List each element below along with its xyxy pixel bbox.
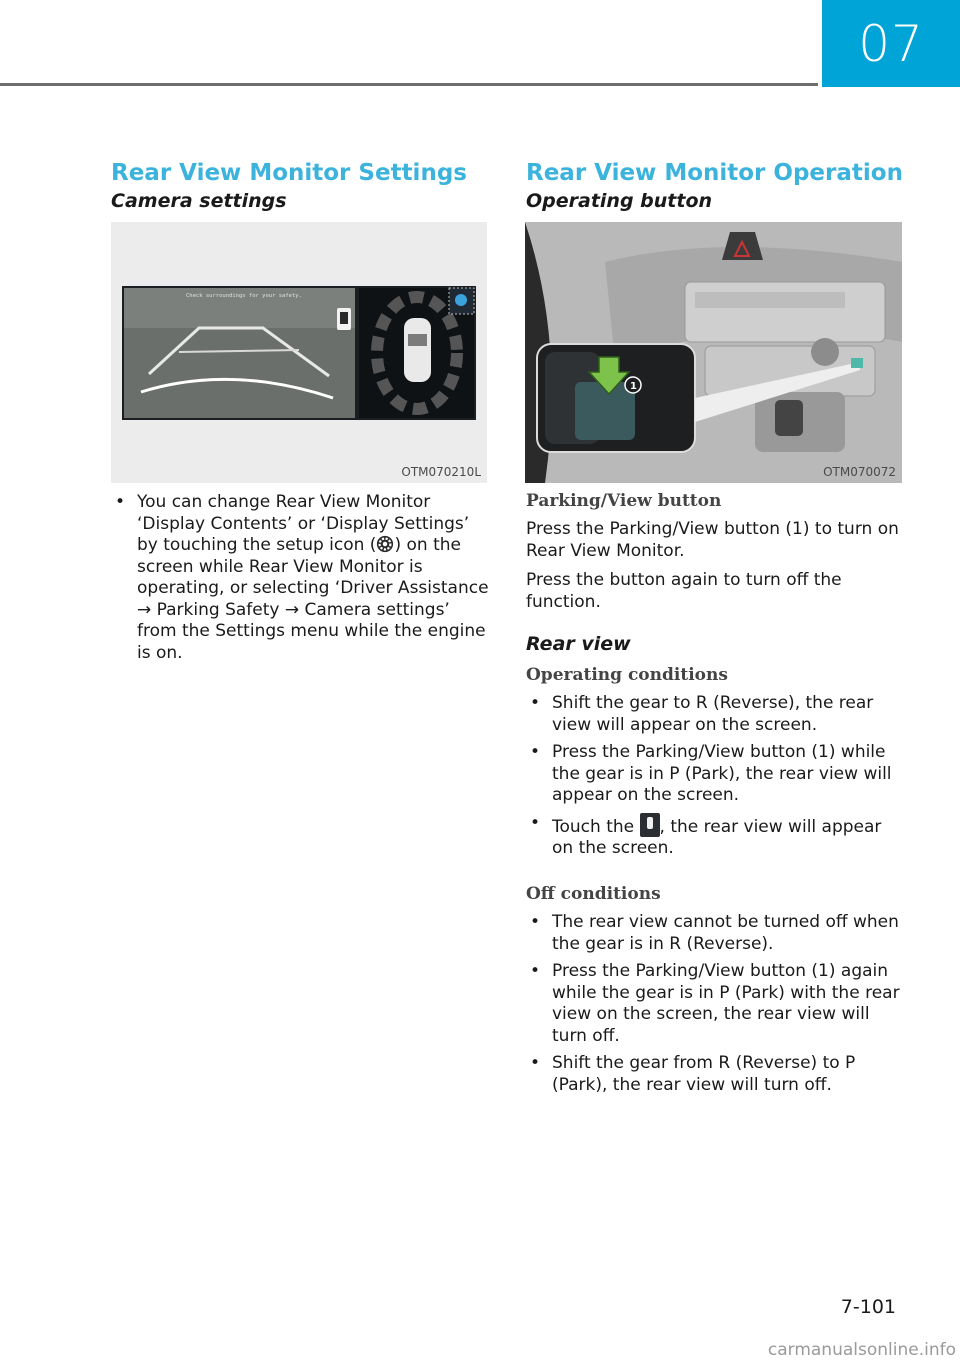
callout-number: 1 (630, 381, 637, 392)
parking-view-heading: Parking/View button (526, 491, 722, 511)
figure-code: OTM070072 (823, 465, 896, 479)
parking-view-para-1: Press the Parking/View button (1) to turn on Rear View Monitor. (526, 519, 899, 561)
sub-title-operating-button: Operating button (526, 190, 713, 212)
settings-bullet-list (111, 492, 491, 670)
operating-button-figure (525, 222, 902, 483)
figure-code: OTM070210L (401, 465, 481, 479)
section-title-settings: Rear View Monitor Settings (111, 160, 467, 186)
list-item: • Shift the gear from R (Reverse) to P (Park), the rear view will turn off. (526, 1053, 906, 1096)
off-conditions-list (526, 912, 906, 1102)
list-item: • Shift the gear to R (Reverse), the rear view will appear on the screen. (526, 693, 906, 736)
list-item: • Touch the , the rear view will appear on the screen. (526, 813, 906, 860)
rear-view-screen-illustration (111, 222, 487, 483)
gear-icon (376, 535, 394, 553)
watermark: carmanualsonline.info (767, 1340, 956, 1360)
list-item: • Press the Parking/View button (1) while the gear is in P (Park), the rear view will appear on the screen. (526, 742, 906, 807)
operating-conditions-heading: Operating conditions (526, 665, 728, 685)
list-item: • The rear view cannot be turned off when the gear is in R (Reverse). (526, 912, 906, 955)
section-title-operation: Rear View Monitor Operation (526, 160, 903, 186)
header-rule (0, 83, 818, 86)
operating-conditions-list (526, 693, 906, 866)
sub-title-camera-settings: Camera settings (111, 190, 287, 212)
parking-view-para-2: Press the button again to turn off the function. (526, 570, 842, 612)
camera-view-icon (640, 813, 660, 837)
chapter-number: 07 (858, 14, 924, 73)
list-item: • Press the Parking/View button (1) again while the gear is in P (Park) with the rear view on the screen, the rear view will turn off. (526, 961, 906, 1047)
page-number: 7-101 (840, 1296, 896, 1318)
camera-settings-figure (111, 222, 487, 483)
off-conditions-heading: Off conditions (526, 884, 661, 904)
chapter-tab (822, 0, 960, 87)
list-item: • You can change Rear View Monitor ‘Display Contents’ or ‘Display Settings’ by touching the setup icon ( ) on the screen while Rear View Monitor is operating, or selecting ‘Driver Assistance → Parking Safety → Camera settings’ from the Settings menu while the engine is on. (111, 492, 491, 664)
sub-title-rear-view: Rear view (526, 633, 631, 655)
dashboard-illustration (525, 222, 902, 483)
screen-caption: Check surroundings for your safety. (186, 293, 302, 299)
